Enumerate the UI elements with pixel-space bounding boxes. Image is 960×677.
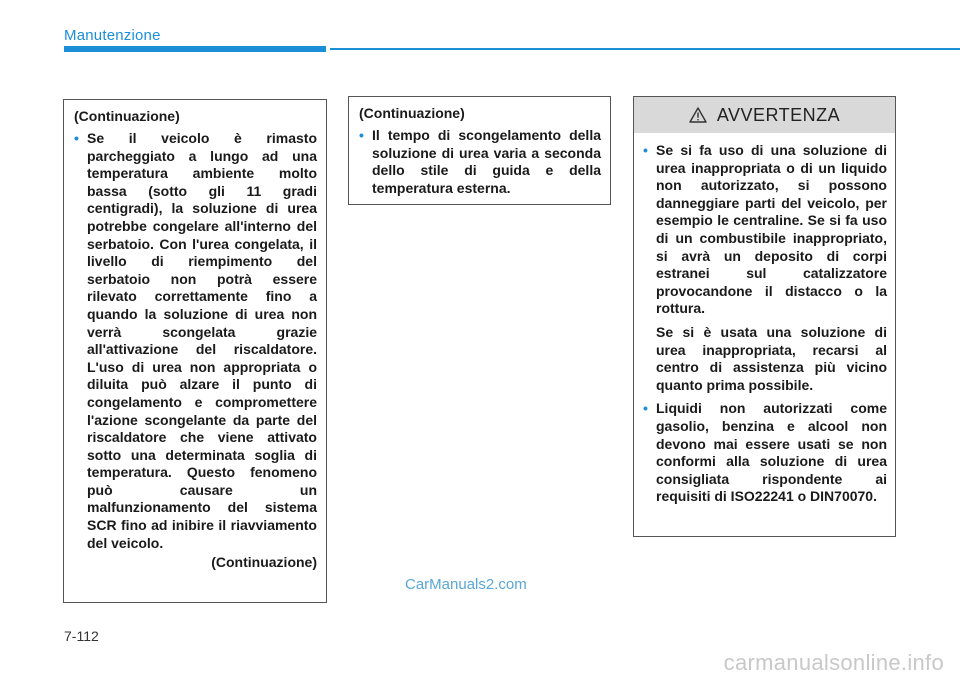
left-bullet-item (74, 130, 317, 552)
left-box-continuation: (Continuazione) (211, 554, 317, 571)
middle-content-box (348, 96, 611, 205)
header-rule-thin (330, 48, 960, 50)
warning-bullet-item (643, 400, 887, 506)
warning-triangle-icon (689, 107, 707, 123)
bullet-dot-icon: • (359, 127, 364, 143)
warning-header (634, 97, 895, 133)
left-box-heading: (Continuazione) (74, 108, 180, 124)
left-content-box (63, 99, 327, 603)
left-bullet-text: Se il veicolo è rimasto parcheggiato a lungo ad una temperatura ambiente molto bassa (sotto gli 11 gradi centigradi), la soluzione di urea potrebbe congelare all'interno del serbatoio. Con l'urea congelata, il livello di riempimento del serbatoio non potrà essere rilevato correttamente fino a quando la soluzione di urea non verrà scongelata grazie all'attivazione del riscaldatore. L'uso di urea non appropriata o diluita può alzare il punto di congelamento e compromettere l'azione scongelante da parte del riscaldatore che viene attivato sotto una determinata soglia di temperatura. Questo fenomeno può causare un malfunzionamento del sistema SCR fino ad inibire il riavviamento del veicolo. (87, 130, 317, 551)
bullet-dot-icon: • (643, 400, 648, 417)
header-rule-thick (64, 46, 326, 52)
warning-bullet-1-continued: Se si è usata una soluzione di urea inappropriata, recarsi al centro di assistenza più vicino quanto prima possibile. (656, 323, 887, 393)
footer-watermark: carmanualsonline.info (723, 650, 944, 675)
warning-box (633, 96, 896, 537)
middle-bullet-item (359, 127, 601, 197)
middle-box-heading: (Continuazione) (359, 105, 465, 121)
warning-bullet-item (643, 142, 887, 318)
bullet-dot-icon: • (74, 130, 79, 146)
bullet-dot-icon: • (643, 142, 648, 158)
warning-title: AVVERTENZA (716, 104, 841, 125)
watermark-link[interactable]: CarManuals2.com (405, 576, 527, 593)
section-title: Manutenzione (64, 27, 161, 44)
page-number: 7-112 (64, 628, 99, 644)
warning-bullet-2-text: Liquidi non autorizzati come gasolio, benzina e alcool non devono mai essere usati se non conformi alla soluzione di urea consigliata rispondente ai requisiti di ISO22241 o DIN70070. (656, 400, 887, 505)
middle-bullet-text: Il tempo di scongelamento della soluzione di urea varia a seconda dello stile di guida e della temperatura esterna. (372, 127, 601, 196)
warning-bullet-1-text: Se si fa uso di una soluzione di urea inappropriata o di un liquido non autorizzato, si possono danneggiare parti del veicolo, per esempio le centraline. Se si fa uso di un combustibile inappropriato, si avrà un deposito di corpi estranei sul catalizzatore provocandone il distacco o la rottura. (656, 142, 887, 317)
